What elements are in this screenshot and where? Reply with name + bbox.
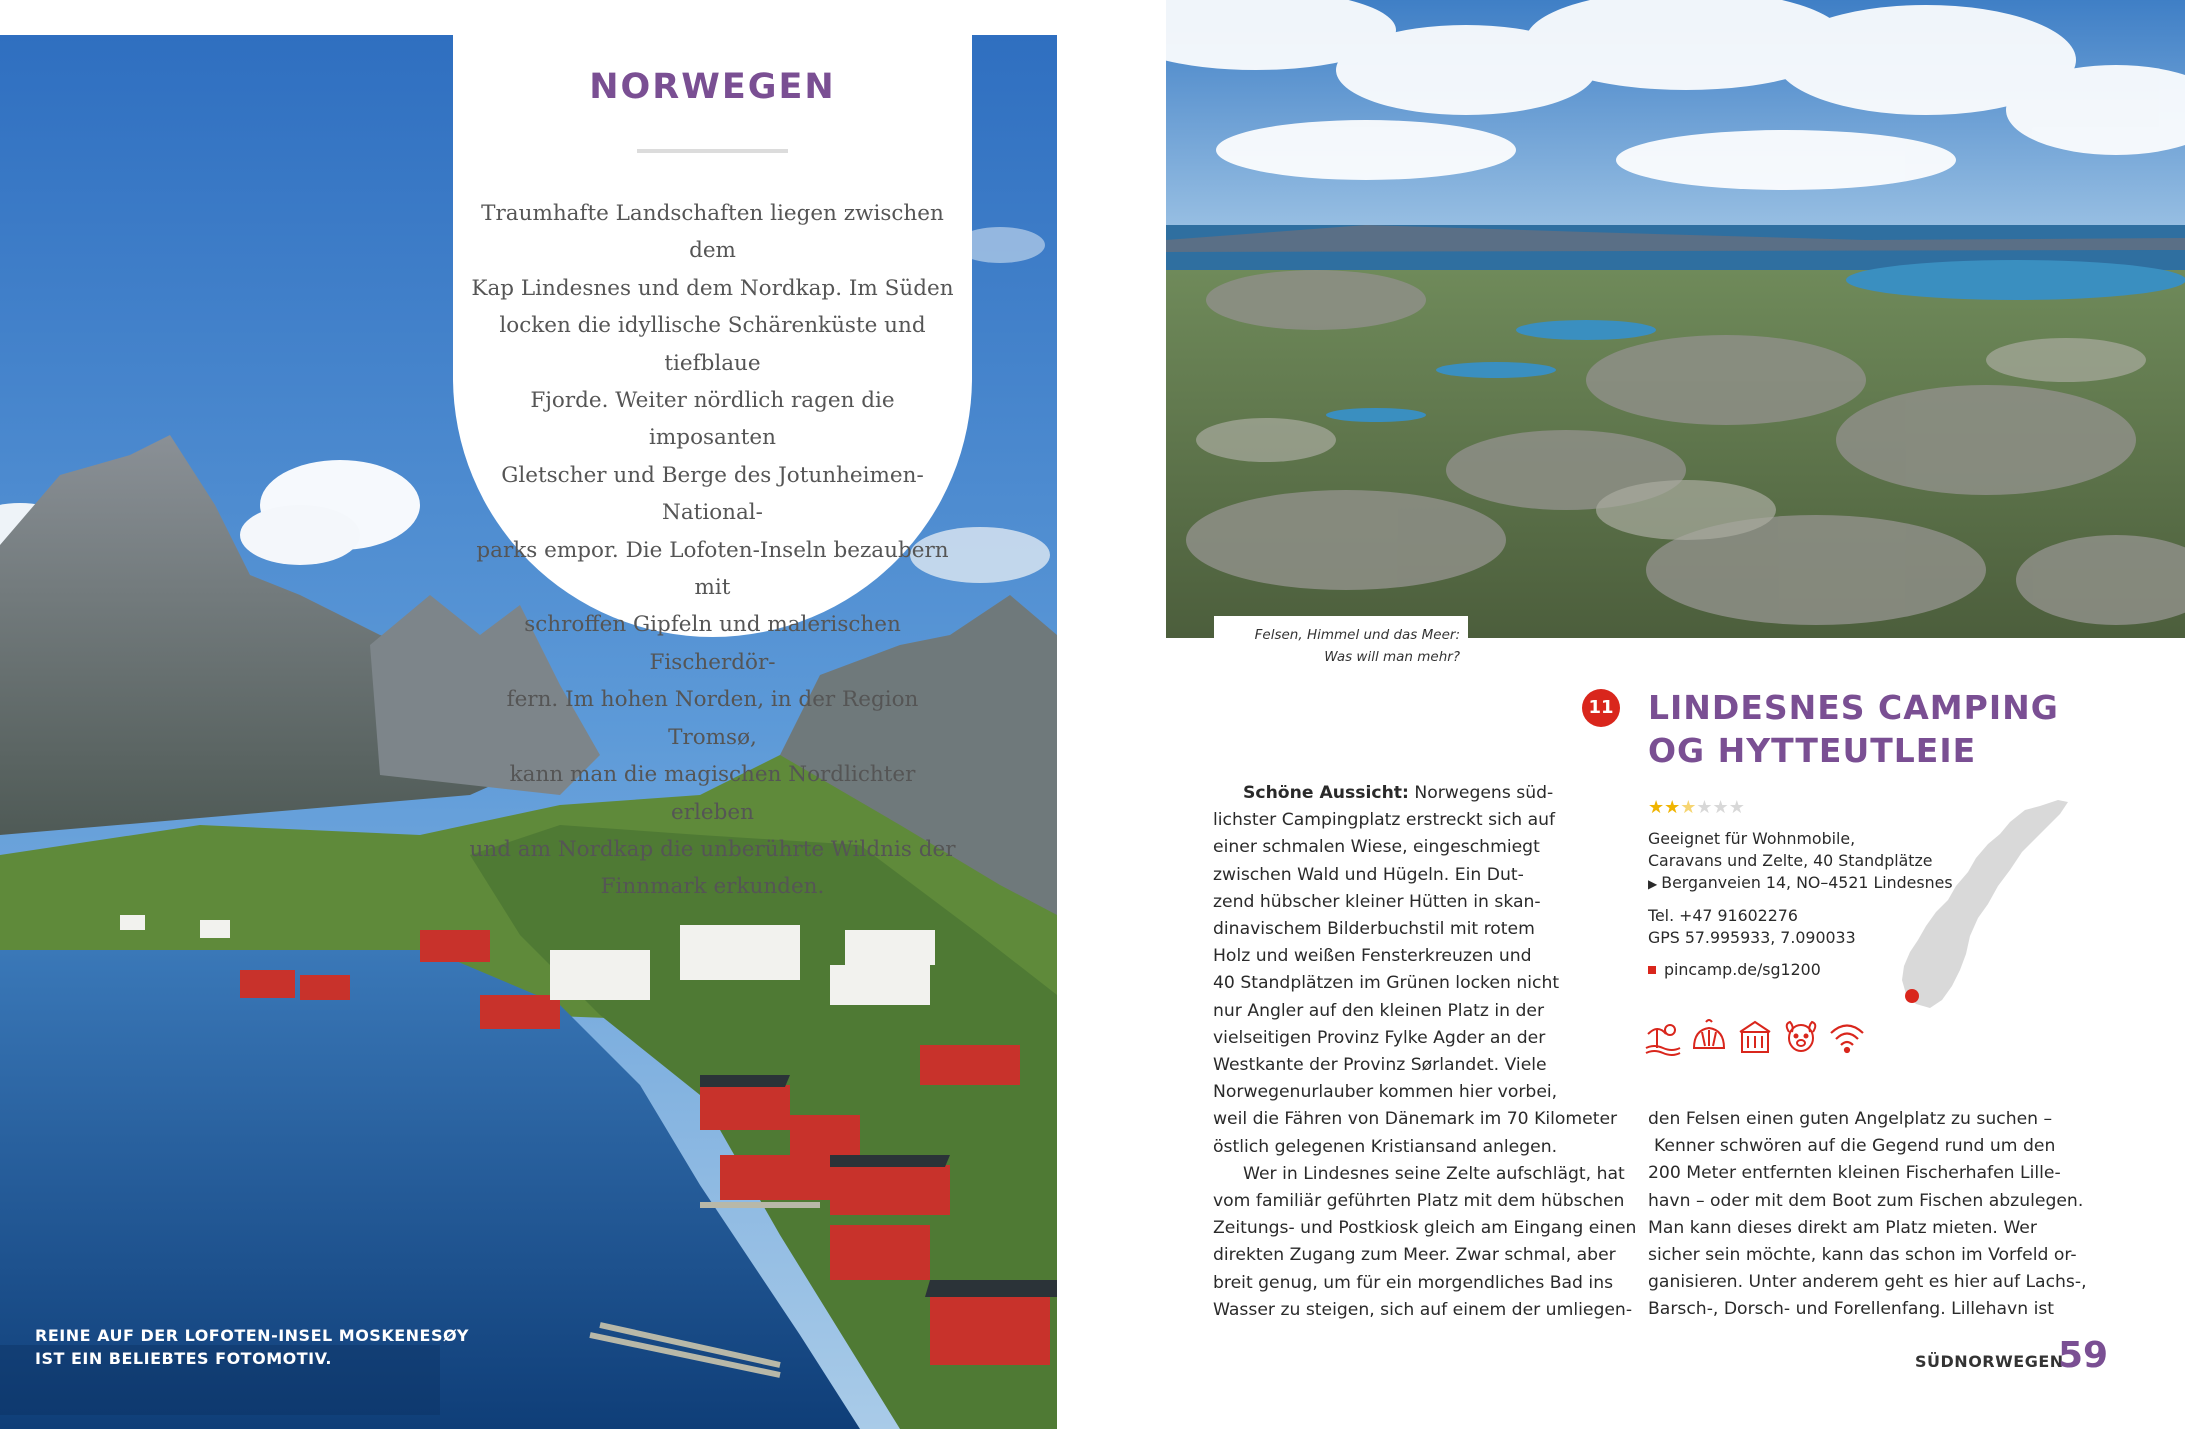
intro-line: parks empor. Die Lofoten-Inseln bezaubern mit	[476, 537, 949, 601]
article-line: Zeitungs- und Postkiosk gleich am Eingang einen	[1213, 1218, 1637, 1239]
square-bullet-icon	[1648, 966, 1656, 974]
article-line: ganisieren. Unter anderem geht es hier auf Lachs-,	[1648, 1272, 2087, 1293]
dog-icon	[1782, 1018, 1820, 1056]
norway-map	[1890, 800, 2070, 1025]
entry-title-line: LINDESNES CAMPING	[1648, 688, 2059, 727]
entry-number-badge: 11	[1582, 689, 1620, 727]
article-column-2	[1648, 1106, 2087, 1324]
title-divider	[637, 149, 788, 153]
article-line: 40 Standplätzen im Grünen locken nicht	[1213, 973, 1560, 994]
article-line: nur Angler auf den kleinen Platz in der	[1213, 1000, 1545, 1021]
article-line: 200 Meter entfernten kleinen Fischerhafen Lille-	[1648, 1163, 2061, 1184]
phone-line: Tel. +47 91602276	[1648, 906, 1798, 925]
article-line: dinavischem Bilderbuchstil mit rotem	[1213, 919, 1535, 940]
article-line: Holz und weißen Fensterkreuzen und	[1213, 946, 1532, 967]
article-line: Westkante der Provinz Sørlandet. Viele	[1213, 1055, 1547, 1076]
article-line: Norwegenurlauber kommen hier vorbei,	[1213, 1082, 1558, 1103]
intro-paragraph	[465, 195, 960, 906]
shop-icon	[1736, 1018, 1774, 1056]
article-line: weil die Fähren von Dänemark im 70 Kilometer	[1213, 1109, 1618, 1130]
article-line: östlich gelegenen Kristiansand anlegen.	[1213, 1136, 1558, 1157]
intro-line: Traumhafte Landschaften liegen zwischen dem	[481, 201, 944, 264]
caption-line: Felsen, Himmel und das Meer:	[1254, 627, 1460, 643]
intro-line: schroffen Gipfeln und malerischen Fischerdör-	[524, 612, 901, 675]
section-label: SÜDNORWEGEN	[1915, 1352, 2064, 1371]
intro-line: Finnmark erkunden.	[600, 874, 825, 900]
article-line: Barsch-, Dorsch- und Forellenfang. Lillehavn ist	[1648, 1299, 2055, 1320]
article-line: vielseitigen Provinz Fylke Agder an der	[1213, 1027, 1546, 1048]
intro-line: Kap Lindesnes und dem Nordkap. Im Süden	[471, 275, 954, 301]
coast-landscape-photo	[1166, 0, 2185, 638]
info-line: Caravans und Zelte, 40 Standplätze	[1648, 851, 1933, 870]
intro-card	[453, 35, 972, 900]
article-column-1	[1213, 780, 1637, 1324]
web-link[interactable]: pincamp.de/sg1200	[1664, 960, 1821, 979]
bakery-icon	[1690, 1018, 1728, 1056]
article-line: vom familiär geführten Platz mit dem hübschen	[1213, 1191, 1625, 1212]
intro-line: und am Nordkap die unberührte Wildnis der	[469, 836, 956, 862]
entry-title-line: OG HYTTEUTLEIE	[1648, 731, 1977, 770]
article-line: den Felsen einen guten Angelplatz zu suchen –	[1648, 1109, 2053, 1129]
right-photo-caption	[1214, 624, 1460, 668]
amenities-row	[1644, 1018, 1866, 1056]
left-photo-caption	[35, 1324, 495, 1370]
article-line: zwischen Wald und Hügeln. Ein Dut-	[1213, 864, 1524, 885]
article-line: Wer in Lindesnes seine Zelte aufschlägt, hat	[1243, 1163, 1625, 1184]
arrow-right-icon: ▶	[1648, 877, 1658, 891]
address-text: Berganveien 14, NO–4521 Lindesnes	[1661, 873, 1953, 892]
entry-title	[1648, 686, 2068, 772]
star-half-icon: ★	[1680, 797, 1697, 817]
article-line: einer schmalen Wiese, eingeschmiegt	[1213, 837, 1540, 858]
article-line: zend hübscher kleiner Hütten in skan-	[1213, 891, 1541, 912]
caption-line: REINE AUF DER LOFOTEN-INSEL MOSKENESØY	[35, 1326, 469, 1345]
star-filled-icon: ★★	[1648, 797, 1681, 817]
article-line: Kenner schwören auf die Gegend rund um den	[1654, 1136, 2056, 1157]
article-line: havn – oder mit dem Boot zum Fischen abzulegen.	[1648, 1190, 2084, 1211]
article-line: lichster Campingplatz erstreckt sich auf	[1213, 810, 1556, 831]
intro-line: fern. Im hohen Norden, in der Region Tromsø,	[506, 687, 919, 750]
intro-line: kann man die magischen Nordlichter erleben	[509, 762, 916, 825]
gps-line: GPS 57.995933, 7.090033	[1648, 928, 1856, 947]
article-line: breit genug, um für ein morgendliches Bad ins	[1213, 1272, 1614, 1293]
country-title: NORWEGEN	[589, 67, 836, 107]
article-line: sicher sein möchte, kann das schon im Vorfeld or-	[1648, 1245, 2077, 1266]
caption-line: IST EIN BELIEBTES FOTOMOTIV.	[35, 1349, 332, 1368]
rating-stars	[1648, 797, 1745, 818]
intro-line: locken die idyllische Schärenküste und tiefblaue	[499, 313, 926, 376]
info-line: Geeignet für Wohnmobile,	[1648, 829, 1856, 848]
page-number: 59	[2058, 1335, 2109, 1376]
article-text: Norwegens süd-	[1408, 783, 1554, 803]
article-lead: Schöne Aussicht:	[1243, 783, 1409, 803]
beach-icon	[1644, 1018, 1682, 1056]
article-line: Man kann dieses direkt am Platz mieten. Wer	[1648, 1217, 2037, 1238]
wifi-icon	[1828, 1018, 1866, 1056]
caption-line: Was will man mehr?	[1324, 649, 1460, 665]
intro-line: Fjorde. Weiter nördlich ragen die imposanten	[530, 388, 895, 451]
intro-line: Gletscher und Berge des Jotunheimen-National-	[501, 462, 924, 526]
star-empty-icon: ★★★	[1696, 797, 1745, 817]
article-line: direkten Zugang zum Meer. Zwar schmal, aber	[1213, 1245, 1616, 1266]
article-line	[1213, 780, 1633, 807]
location-marker-icon	[1905, 989, 1919, 1003]
article-line: Wasser zu steigen, sich auf einem der umliegen-	[1213, 1299, 1633, 1320]
